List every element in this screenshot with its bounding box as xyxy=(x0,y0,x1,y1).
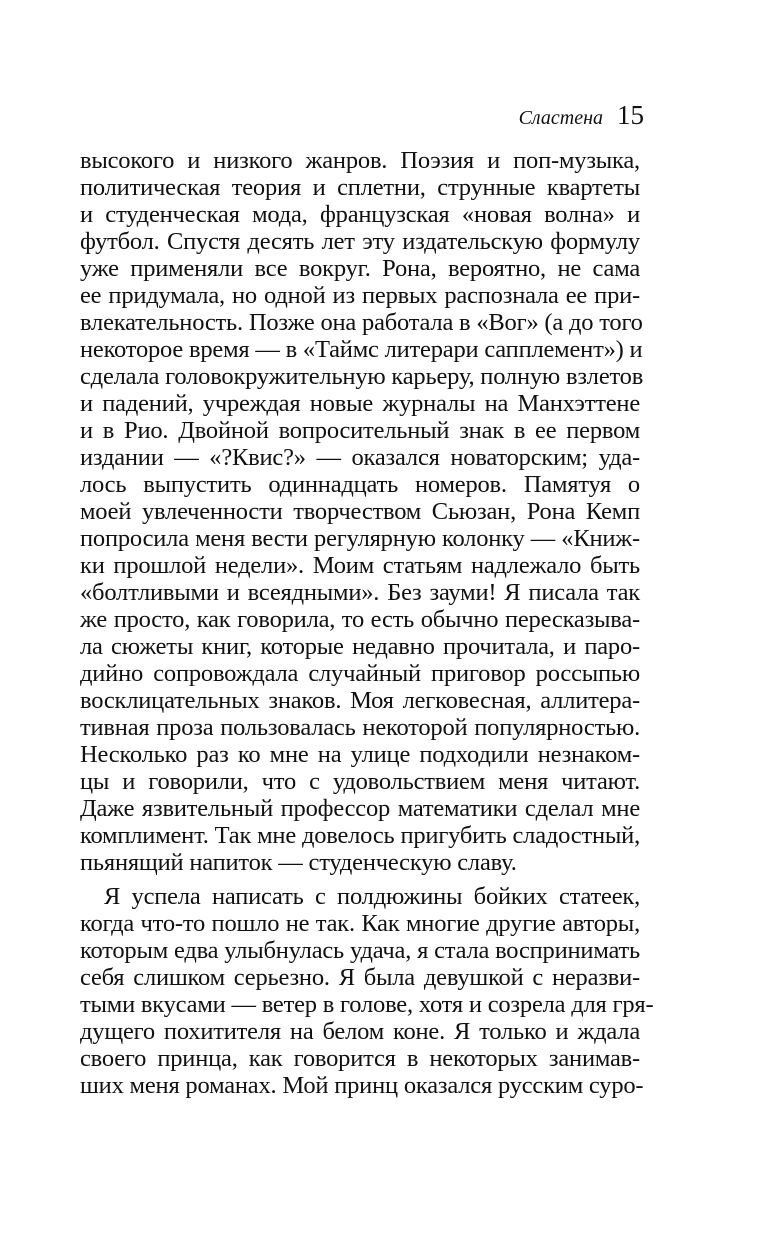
text-line: пьянящий напиток — студенческую славу. xyxy=(80,849,517,876)
text-line: и в Рио. Двойной вопросительный знак в ее первом xyxy=(80,417,640,444)
text-line: дущего похитителя на белом коне. Я только и ждала xyxy=(80,1018,640,1045)
text-line: комплимент. Так мне довелось пригубить сладостный, xyxy=(80,822,640,849)
text-line: и падений, учреждая новые журналы на Манхэттене xyxy=(80,390,640,417)
text-line: когда что-то пошло не так. Как многие другие авторы, xyxy=(80,910,640,937)
text-line: сделала головокружительную карьеру, полную взлетов xyxy=(80,363,644,390)
text-line: уже применяли все вокруг. Рона, вероятно, не сама xyxy=(80,255,640,282)
text-line: футбол. Спустя десять лет эту издательскую формулу xyxy=(80,228,640,255)
text-line: дийно сопровождала случайный приговор россыпью xyxy=(80,660,640,687)
text-line: высокого и низкого жанров. Поэзия и поп-музыка, xyxy=(80,147,640,174)
text-line: которым едва улыбнулась удача, я стала воспринимать xyxy=(80,937,640,964)
text-line: цы и говорили, что с удовольствием меня читают. xyxy=(80,768,640,795)
book-title: Сластена xyxy=(518,107,603,129)
text-line: своего принца, как говорится в некоторых занимав- xyxy=(80,1045,640,1072)
text-line: себя слишком серьезно. Я была девушкой с неразви- xyxy=(80,964,640,991)
text-line: Даже язвительный профессор математики сделал мне xyxy=(80,795,640,822)
text-line: и студенческая мода, французская «новая волна» и xyxy=(80,201,640,228)
text-line: тыми вкусами — ветер в голове, хотя и созрела для гря- xyxy=(80,991,654,1018)
text-line: же просто, как говорила, то есть обычно пересказыва- xyxy=(80,606,640,633)
page-number: 15 xyxy=(617,100,644,130)
text-line: лось выпустить одиннадцать номеров. Памятуя о xyxy=(80,471,640,498)
text-line: ее придумала, но одной из первых распознала ее при- xyxy=(80,282,640,309)
text-line: попросила меня вести регулярную колонку — «Книж- xyxy=(80,525,640,552)
paragraph-2 xyxy=(80,883,654,1099)
text-line: ших меня романах. Мой принц оказался русским суро- xyxy=(80,1072,644,1099)
body-text xyxy=(80,147,654,1099)
text-line: ла сюжеты книг, которые недавно прочитала, и паро- xyxy=(80,633,640,660)
text-line: тивная проза пользовалась некоторой популярностью. xyxy=(80,714,640,741)
text-line: некоторое время — в «Таймс литерари сапплемент») и xyxy=(80,336,643,363)
text-line: восклицательных знаков. Моя легковесная, аллитера- xyxy=(80,687,640,714)
text-line: политическая теория и сплетни, струнные квартеты xyxy=(80,174,640,201)
text-line: ки прошлой недели». Моим статьям надлежало быть xyxy=(80,552,640,579)
running-header xyxy=(519,100,644,131)
text-line: Несколько раз ко мне на улице подходили незнаком- xyxy=(80,741,640,768)
text-line: «болтливыми и всеядными». Без зауми! Я писала так xyxy=(80,579,640,606)
text-line: моей увлеченности творчеством Сьюзан, Рона Кемп xyxy=(80,498,640,525)
paragraph-1 xyxy=(80,147,644,876)
paragraph-spacer xyxy=(80,876,640,883)
text-line: Я успела написать с полдюжины бойких статеек, xyxy=(104,883,640,910)
text-line: влекательность. Позже она работала в «Вог» (а до того xyxy=(80,309,643,336)
text-line: издании — «?Квис?» — оказался новаторским; уда- xyxy=(80,444,640,471)
